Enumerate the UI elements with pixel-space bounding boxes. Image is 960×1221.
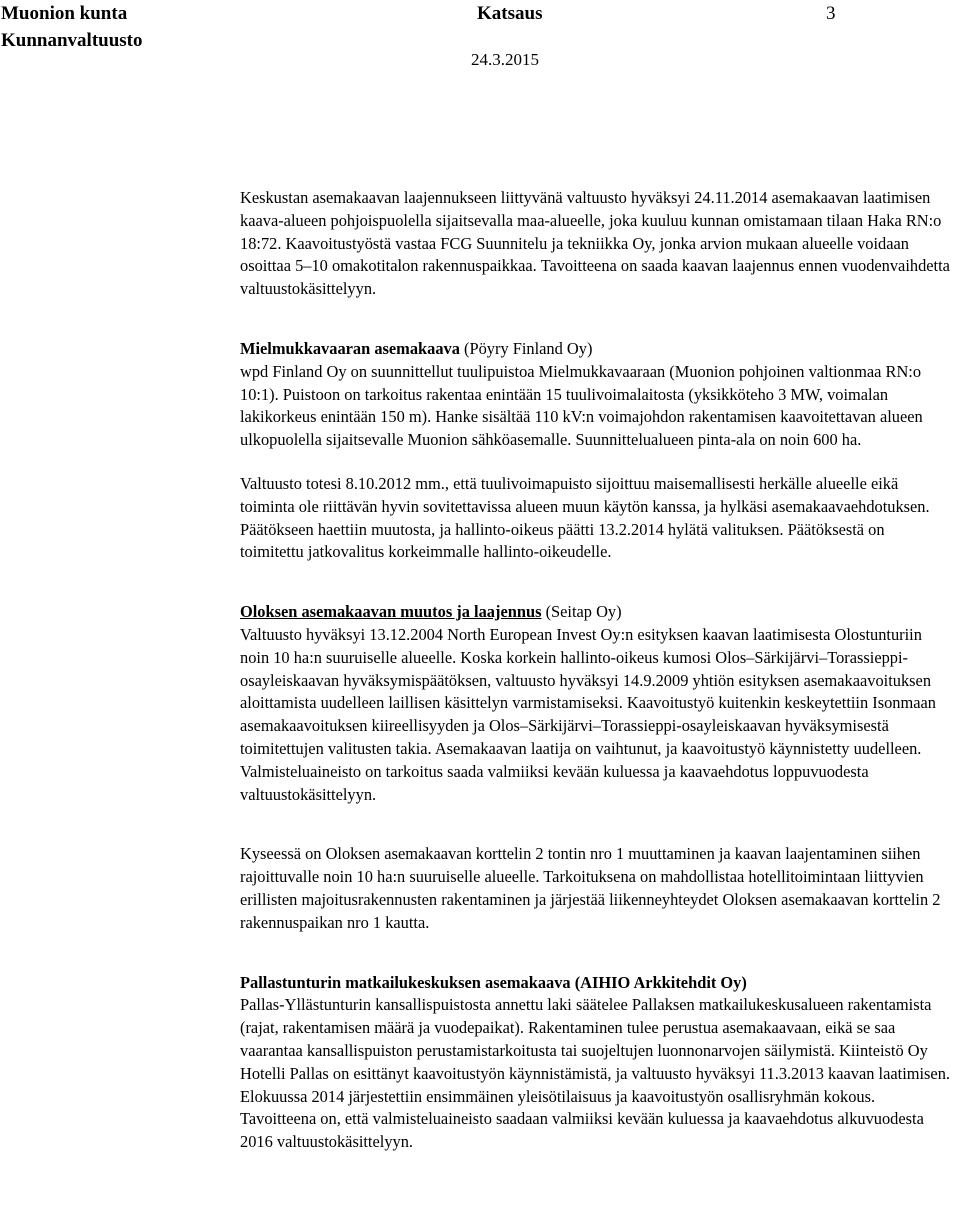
oloksen-paragraph: Valtuusto hyväksyi 13.12.2004 North European Invest Oy:n esityksen kaavan laatimisesta Olostunturiin noin 10 ha:n suuruiselle alueelle. Koska korkein hallinto-oikeus kumosi Olos–Särkijärvi–Torassieppi-osayleiskaavan hyväksymispäätöksen, valtuusto hyväksyi 14.9.2009 yhtiön esityksen asemakaavoituksen aloittamista uudelleen laillisen käsittelyn varmistamiseksi. Kaavoitustyö kuitenkin keskeytettiin Isonmaan asemakaavoituksen kiireellisyyden ja Olos–Särkijärvi–Torassieppi-osayleiskaavan hyväksymisestä toimitettujen valitusten takia. Asemakaavan laatija on vaihtunut, ja kaavoitustyö käynnistetty uudelleen. Valmisteluaineisto on tarkoitus saada valmiiksi kevään kuluessa ja kaavaehdotus loppuvuodesta valtuustokäsittelyyn. (240, 624, 937, 804)
oloksen-heading: Oloksen asemakaavan muutos ja laajennus (240, 602, 542, 622)
header-organization (1, 0, 143, 54)
document-title: Katsaus (477, 3, 543, 24)
pallastunturi-heading: Pallastunturin matkailukeskuksen asemakaava (AIHIO Arkkitehdit Oy) (240, 972, 747, 992)
document-date: 24.3.2015 (471, 50, 539, 69)
pallastunturi-paragraph: Pallas-Yllästunturin kansallispuistosta annettu laki säätelee Pallaksen matkailukeskusalueen rakentamista (rajat, rakentamisen määrä ja vuodepaikat). Rakentaminen tulee perustua asemakaavaan, eikä se saa vaarantaa kansallispuiston perustamistarkoitusta tai suojeltujen luonnonarvojen säilymistä. Kiinteistö Oy Hotelli Pallas on esittänyt kaavoitustyön käynnistämistä, ja valtuusto hyväksyi 11.3.2013 kaavan laatimisen. Elokuussa 2014 järjestettiin ensimmäinen yleisötilaisuus ja kaavoitustyön osallisryhmän kokous. Tavoitteena on, että valmisteluaineisto saadaan valmiiksi kevään kuluessa ja kaavaehdotus alkuvuodesta 2016 valtuustokäsittelyyn. (240, 995, 950, 1152)
oloksen-paragraph-2: Kyseessä on Oloksen asemakaavan korttelin 2 tontin nro 1 muuttaminen ja kaavan laajentaminen siihen rajoittuvalle noin 10 ha:n suuruiselle alueelle. Tarkoituksena on mahdollistaa hotellitoimintaan liittyvien erillisten majoitusrakennusten rakentaminen ja järjestää liikenneyhteydet Oloksen asemakaavan korttelin 2 rakennuspaikan nro 1 kautta. (240, 844, 941, 932)
municipality-name: Muonion kunta (1, 3, 128, 24)
mielmukkavaara-heading-line (240, 338, 952, 361)
page-header (0, 0, 960, 80)
document-body (240, 187, 952, 1154)
mielmukkavaara-paragraph: wpd Finland Oy on suunnittellut tuulipuistoa Mielmukkavaaraan (Muonion pohjoinen valtionmaa RN:o 10:1). Puistoon on tarkoitus rakentaa enintään 15 tuulivoimalaitosta (yksikköteho 3 MW, voimalan lakikorkeus enintään 150 m). Hanke sisältää 110 kV:n voimajohdon rakentamisen kaavoitettavan alueen ulkopuolella sijaitsevalle Muonion sähköasemalle. Suunnittelualueen pinta-ala on noin 600 ha. (240, 361, 923, 450)
mielmukkavaara-consultant: (Pöyry Finland Oy) (459, 338, 593, 358)
mielmukkavaara-heading: Mielmukkavaaran asemakaava (240, 338, 460, 358)
page-number: 3 (826, 3, 836, 24)
mielmukkavaara-paragraph-2: Valtuusto totesi 8.10.2012 mm., että tuulivoimapuisto sijoittuu maisemallisesti herkälle alueelle eikä toiminta ole riittävän hyvin sovitettavissa alueen muun käytön kanssa, ja hylkäsi asemakaavaehdotuksen. Päätökseen haettiin muutosta, ja hallinto-oikeus päätti 13.2.2014 hylätä valituksen. Päätöksestä on toimitettu jatkovalitus korkeimmalle hallinto-oikeudelle. (240, 473, 930, 562)
oloksen-consultant: (Seitap Oy) (541, 602, 622, 622)
council-name: Kunnanvaltuusto (1, 30, 143, 51)
keskustan-paragraph: Keskustan asemakaavan laajennukseen liittyvänä valtuusto hyväksyi 24.11.2014 asemakaavan laatimisen kaava-alueen pohjoispuolella sijaitsevalla maa-alueelle, joka kuuluu kunnan omistamaan tilaan Haka RN:o 18:72. Kaavoitustyöstä vastaa FCG Suunnitelu ja tekniikka Oy, jonka arvion mukaan alueelle voidaan osoittaa 5–10 omakotitalon rakennuspaikkaa. Tavoitteena on saada kaavan laajennus ennen vuodenvaihdetta valtuustokäsittelyyn. (240, 188, 950, 299)
oloksen-heading-line (240, 601, 952, 624)
